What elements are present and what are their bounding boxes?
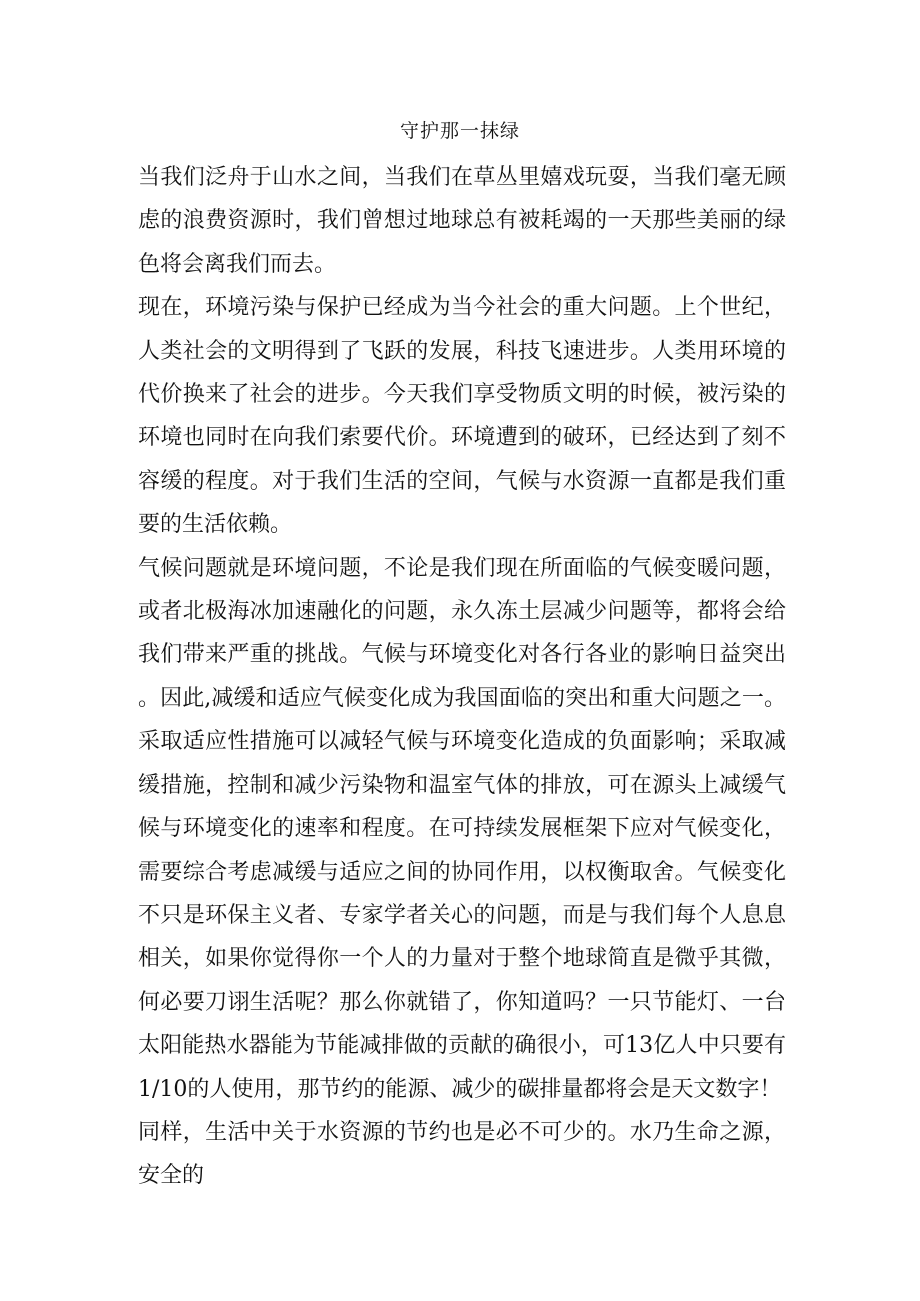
paragraph-4: 同样，生活中关于水资源的节约也是必不可少的。水乃生命之源，安全的 xyxy=(138,1119,786,1189)
document-body xyxy=(138,156,786,1198)
document-title: 守护那一抹绿 xyxy=(399,120,520,142)
paragraph-2: 现在，环境污染与保护已经成为当今社会的重大问题。上个世纪，人类社会的文明得到了飞跃的发展，科技飞速进步。人类用环境的代价换来了社会的进步。今天我们享受物质文明的时候，被污染的环境也同时在向我们索要代价。环境遭到的破环，已经达到了刻不容缓的程度。对于我们生活的空间，气候与水资源一直都是我们重要的生活依赖。 xyxy=(138,295,786,538)
paragraph-1: 当我们泛舟于山水之间，当我们在草丛里嬉戏玩耍，当我们毫无顾虑的浪费资源时，我们曾想过地球总有被耗竭的一天那些美丽的绿色将会离我们而去。 xyxy=(138,165,786,277)
paragraph-3: 气候问题就是环境问题，不论是我们现在所面临的气候变暖问题，或者北极海冰加速融化的问题，永久冻土层减少问题等，都将会给我们带来严重的挑战。气候与环境变化对各行各业的影响日益突出。因此,减缓和适应气候变化成为我国面临的突出和重大问题之一。采取适应性措施可以减轻气候与环境变化造成的负面影响；采取减缓措施，控制和减少污染物和温室气体的排放，可在源头上减缓气候与环境变化的速率和程度。在可持续发展框架下应对气候变化，需要综合考虑减缓与适应之间的协同作用，以权衡取舍。气候变化不只是环保主义者、专家学者关心的问题，而是与我们每个人息息相关，如果你觉得你一个人的力量对于整个地球简直是微乎其微，何必要刀诩生活呢？那么你就错了，你知道吗？一只节能灯、一台太阳能热水器能为节能减排做的贡献的确很小，可13亿人中只要有1/10的人使用，那节约的能源、减少的碳排量都将会是天文数字！ xyxy=(138,555,786,1102)
